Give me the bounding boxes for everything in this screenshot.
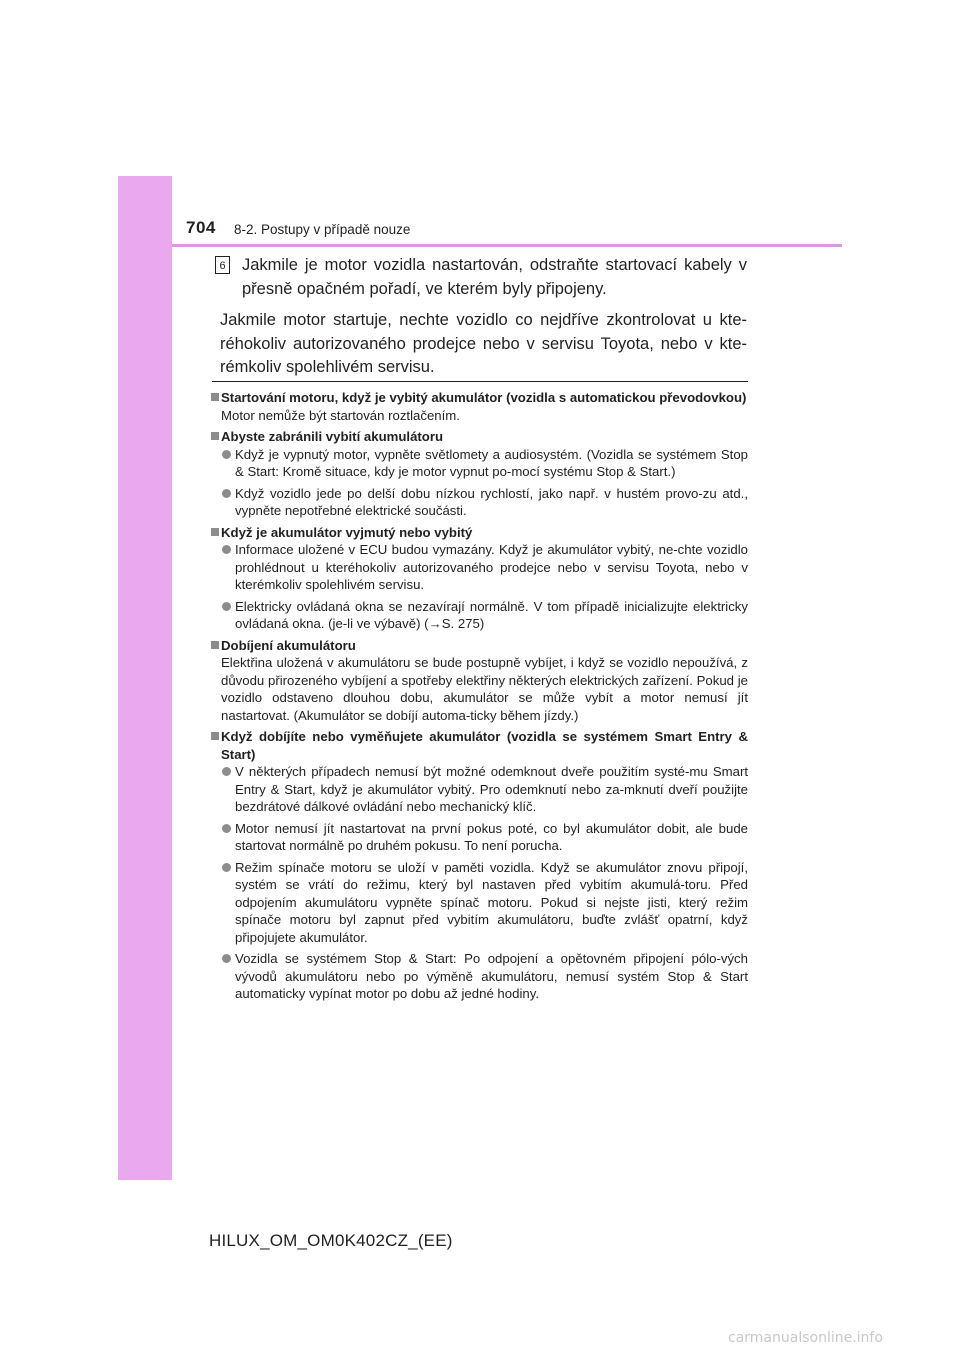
square-bullet-icon bbox=[211, 528, 219, 536]
note-body: Motor nemůže být startován roztlačením. bbox=[221, 407, 460, 423]
note-item bbox=[211, 389, 748, 424]
bullet-item: Režim spínače motoru se uloží v paměti vozidla. Když se akumulátor znovu připojí, systém se vrátí do režimu, který byl nastaven před vybitím akumulá-toru. Před odpojením akumulátoru vypněte spínač motoru. Pokud si nejste jisti, který režim spínače motoru byl zapnut před vybitím akumulátoru, buďte zvlášť opatrní, když připojujete akumulátor. bbox=[211, 859, 748, 947]
bullet-item: Když je vypnutý motor, vypněte světlomety a audiosystém. (Vozidla se systémem Stop & Start: Kromě situace, kdy je motor vypnut po-mocí systému Stop & Start.) bbox=[211, 446, 748, 481]
note-heading: Když dobíjíte nebo vyměňujete akumulátor (vozidla se systémem Smart Entry & Start) bbox=[211, 728, 748, 763]
step-note: Jakmile motor startuje, nechte vozidlo co nejdříve zkontrolovat u kte-réhokoliv autorizovaného prodejce nebo v servisu Toyota, nebo v kte-rémkoliv spolehlivém servisu. bbox=[220, 311, 747, 376]
note-heading: Když je akumulátor vyjmutý nebo vybitý bbox=[211, 524, 748, 542]
bullet-item: V některých případech nemusí být možné odemknout dveře použitím systé-mu Smart Entry & Start, když je akumulátor vybitý. Pro odemknutí nebo za-mknutí dveří použijte bezdrátové dálkové ovládání nebo mechanický klíč. bbox=[211, 763, 748, 816]
bullet-item: Elektricky ovládaná okna se nezavírají normálně. V tom případě inicializujte elektricky ovládaná okna. (je-li ve výbavě) (→S. 275) bbox=[211, 598, 748, 633]
notes-section bbox=[211, 389, 748, 1007]
step-number-badge: 6 bbox=[215, 256, 230, 274]
round-bullet-icon bbox=[222, 954, 231, 963]
bullet-item: Když vozidlo jede po delší dobu nízkou rychlostí, jako např. v hustém provo-zu atd., vypněte nepotřebné elektrické součásti. bbox=[211, 485, 748, 520]
page-number: 704 bbox=[186, 218, 216, 237]
section-tab-bar bbox=[118, 176, 172, 1180]
note-heading: Abyste zabránili vybití akumulátoru bbox=[211, 428, 748, 446]
square-bullet-icon bbox=[211, 732, 219, 740]
bullet-item: Informace uložené v ECU budou vymazány. Když je akumulátor vybitý, ne-chte vozidlo prohlédnout u kteréhokoliv autorizovaného prodejce nebo v servisu Toyota, nebo v kterémkoliv spolehlivém servisu. bbox=[211, 541, 748, 594]
note-heading: Startování motoru, když je vybitý akumulátor (vozidla s automatickou převodovkou) bbox=[211, 389, 748, 407]
square-bullet-icon bbox=[211, 432, 219, 440]
square-bullet-icon bbox=[211, 641, 219, 649]
note-item bbox=[211, 428, 748, 520]
notes-divider bbox=[212, 381, 748, 382]
round-bullet-icon bbox=[222, 863, 231, 872]
section-title: 8-2. Postupy v případě nouze bbox=[234, 222, 411, 237]
note-item bbox=[211, 524, 748, 633]
bullet-item: Vozidla se systémem Stop & Start: Po odpojení a opětovném připojení pólo-vých vývodů akumulátoru nebo po výměně akumulátoru, nemusí systém Stop & Start automaticky vypínat motor po dobu až jedné hodiny. bbox=[211, 950, 748, 1003]
document-code: HILUX_OM_OM0K402CZ_(EE) bbox=[209, 1231, 453, 1250]
step-text: Jakmile je motor vozidla nastartován, odstraňte startovací kabely v přesně opačném pořadí, ve kterém byly připojeny. bbox=[242, 256, 747, 298]
step-block bbox=[212, 254, 747, 380]
round-bullet-icon bbox=[222, 489, 231, 498]
header-rule bbox=[172, 244, 842, 247]
square-bullet-icon bbox=[211, 393, 219, 401]
bullet-item: Motor nemusí jít nastartovat na první pokus poté, co byl akumulátor dobit, ale bude startovat normálně po druhém pokusu. To není porucha. bbox=[211, 820, 748, 855]
watermark-text: carmanualsonline.info bbox=[728, 1330, 883, 1346]
round-bullet-icon bbox=[222, 450, 231, 459]
note-heading: Dobíjení akumulátoru bbox=[211, 637, 748, 655]
round-bullet-icon bbox=[222, 602, 231, 611]
round-bullet-icon bbox=[222, 767, 231, 776]
note-item bbox=[211, 637, 748, 725]
round-bullet-icon bbox=[222, 824, 231, 833]
note-item bbox=[211, 728, 748, 1003]
note-body: Elektřina uložená v akumulátoru se bude postupně vybíjet, i když se vozidlo nepoužívá, z důvodu přirozeného vybíjení a spotřeby elektřiny některých elektrických zařízení. Pokud je vozidlo odstaveno dlouhou dobu, akumulátor se může vybít a motor nemusí jít nastartovat. (Akumulátor se dobíjí automa-ticky během jízdy.) bbox=[221, 655, 748, 723]
round-bullet-icon bbox=[222, 545, 231, 554]
